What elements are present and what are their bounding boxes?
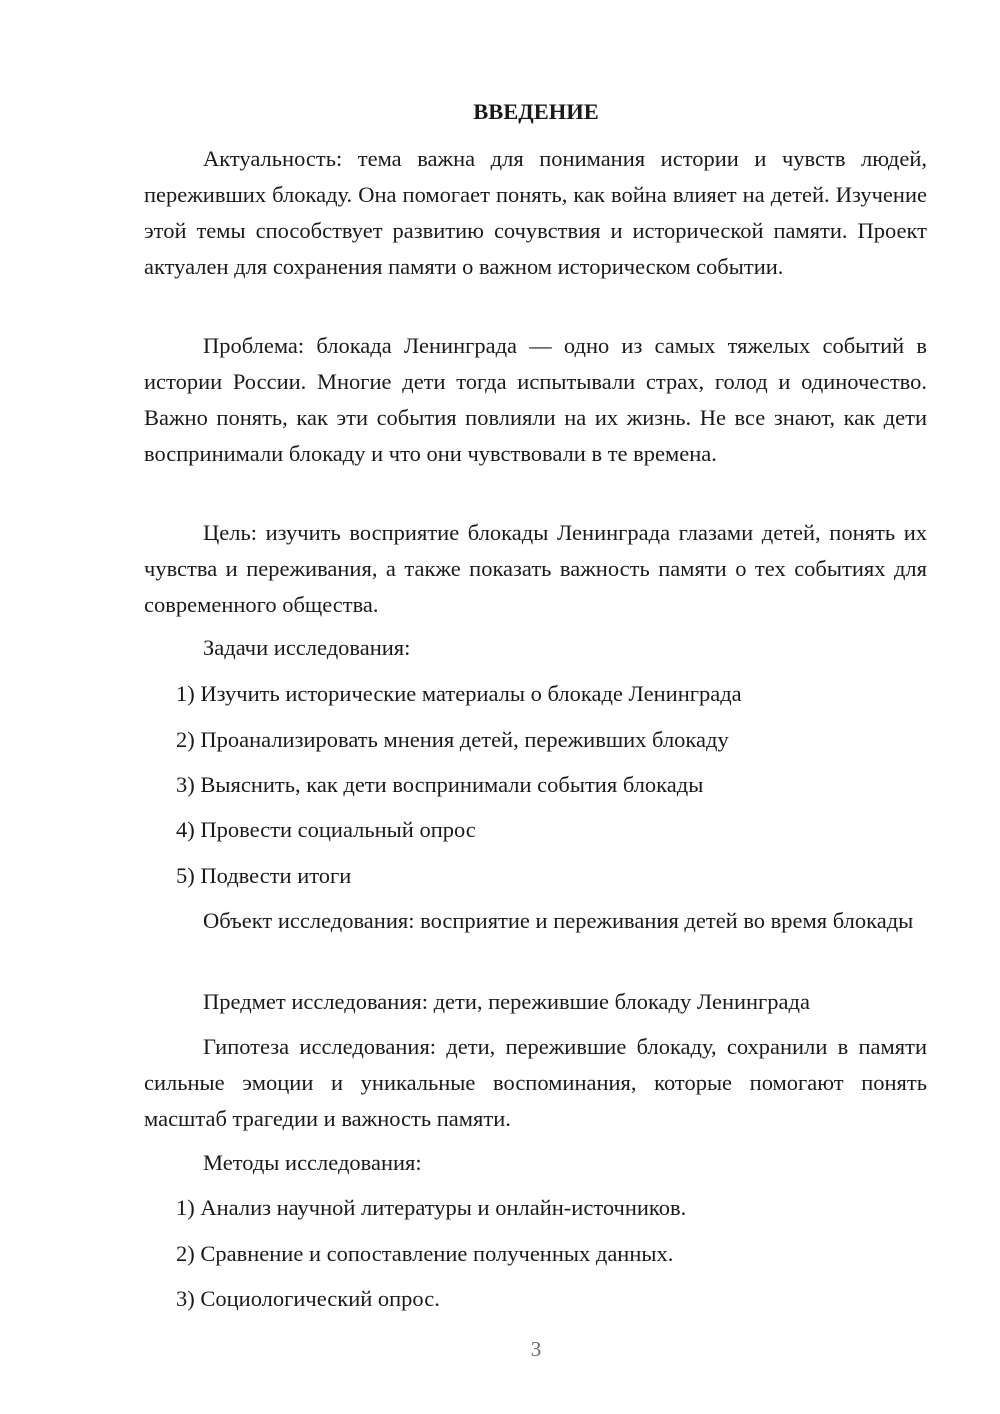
method-item: 1) Анализ научной литературы и онлайн-источников.	[176, 1195, 687, 1220]
task-item: 4) Провести социальный опрос	[176, 817, 476, 842]
subject-paragraph: Предмет исследования: дети, пережившие блокаду Ленинграда	[203, 989, 810, 1014]
methods-heading: Методы исследования:	[203, 1150, 422, 1175]
task-item: 5) Подвести итоги	[176, 863, 352, 888]
hypothesis-paragraph: Гипотеза исследования: дети, пережившие блокаду, сохранили в памяти сильные эмоции и уникальные воспоминания, которые помогают понять масштаб трагедии и важность памяти.	[144, 1034, 927, 1131]
method-item: 2) Сравнение и сопоставление полученных данных.	[176, 1241, 674, 1266]
object-paragraph: Объект исследования: восприятие и переживания детей во время блокады	[203, 908, 914, 933]
task-item: 2) Проанализировать мнения детей, переживших блокаду	[176, 727, 729, 752]
tasks-heading: Задачи исследования:	[203, 635, 411, 660]
goal-paragraph: Цель: изучить восприятие блокады Ленинграда глазами детей, понять их чувства и переживания, а также показать важность памяти о тех событиях для современного общества.	[144, 520, 927, 617]
problem-paragraph: Проблема: блокада Ленинграда — одно из самых тяжелых событий в истории России. Многие дети тогда испытывали страх, голод и одиночество. Важно понять, как эти события повлияли на их жизнь. Не все знают, как дети воспринимали блокаду и что они чувствовали в те времена.	[144, 333, 927, 466]
task-item: 1) Изучить исторические материалы о блокаде Ленинграда	[176, 681, 742, 706]
page-number: 3	[530, 1337, 542, 1361]
relevance-paragraph: Актуальность: тема важна для понимания истории и чувств людей, переживших блокаду. Она помогает понять, как война влияет на детей. Изучение этой темы способствует развитию сочувствия и исторической памяти. Проект актуален для сохранения памяти о важном историческом событии.	[144, 146, 927, 279]
method-item: 3) Социологический опрос.	[176, 1286, 440, 1311]
task-item: 3) Выяснить, как дети воспринимали события блокады	[176, 772, 704, 797]
section-title: ВВЕДЕНИЕ	[473, 99, 599, 124]
